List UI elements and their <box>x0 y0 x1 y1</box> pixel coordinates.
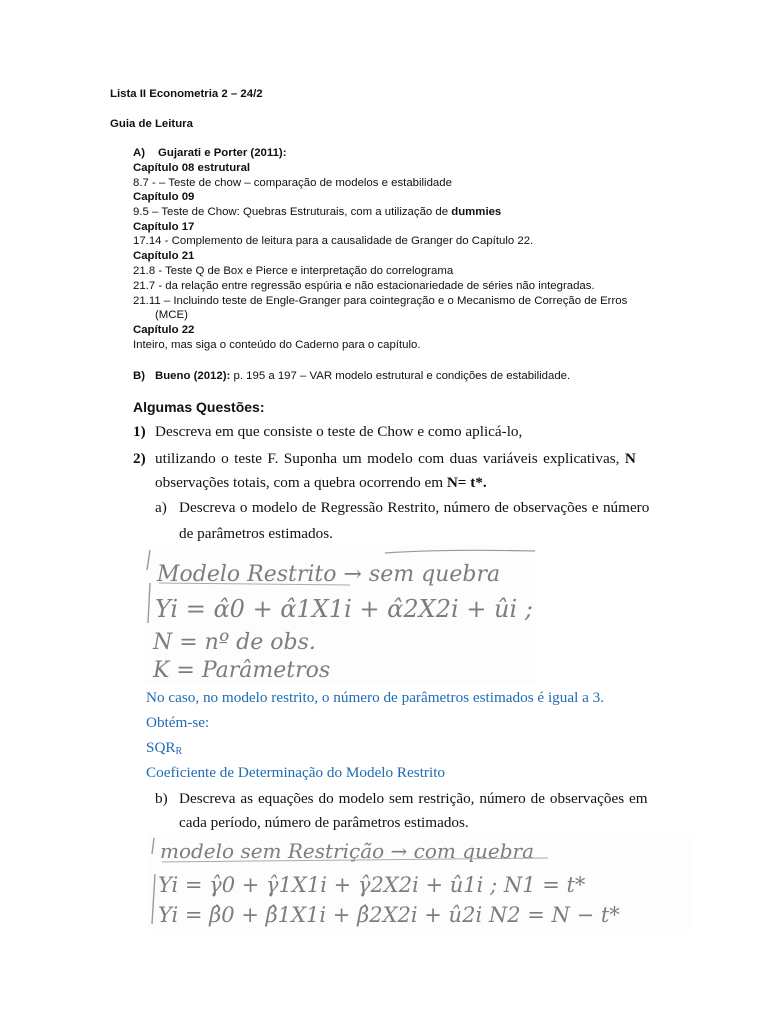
section-b-marker: B) <box>133 370 146 382</box>
question-1-number: 1) <box>133 423 146 440</box>
reading-item: 21.11 – Incluindo teste de Engle-Granger para cointegração e o Mecanismo de Correção de Erros <box>133 295 628 307</box>
chapter-heading: Capítulo 22 <box>133 324 195 336</box>
question-1-text: Descreva em que consiste o teste de Chow e como aplicá-lo, <box>155 423 523 440</box>
chapter-heading: Capítulo 09 <box>133 191 195 203</box>
sqr-text: SQR <box>146 739 176 756</box>
handwriting-line-2: Yi = γ̂0 + γ̂1X1i + γ̂2X2i + û1i ; N1 = t* <box>158 873 586 897</box>
chapter-heading: Capítulo 17 <box>133 221 195 233</box>
reading-item: 21.8 - Teste Q de Box e Pierce e interpretação do correlograma <box>133 265 454 277</box>
sqr-subscript: R <box>175 746 183 757</box>
handwritten-note-restricted <box>145 545 537 685</box>
answer-a-sqr <box>146 739 182 757</box>
question-2-text: observações totais, com a quebra ocorrendo em <box>155 474 447 491</box>
reading-item: 17.14 - Complemento de leitura para a causalidade de Granger do Capítulo 22. <box>133 235 534 247</box>
question-a-marker: a) <box>155 499 167 516</box>
reading-item <box>133 205 501 220</box>
section-b-line <box>155 369 570 384</box>
section-a-heading: Gujarati e Porter (2011): <box>158 147 287 159</box>
section-b-text: p. 195 a 197 – VAR modelo estrutural e condições de estabilidade. <box>230 370 571 382</box>
question-b-line-1: Descreva as equações do modelo sem restrição, número de observações em <box>179 790 648 807</box>
handwritten-note-unrestricted <box>148 834 694 930</box>
question-2-text: utilizando o teste F. Suponha um modelo com duas variáveis explicativas, <box>155 450 625 467</box>
question-2-line-1 <box>155 450 636 468</box>
answer-a-line-1: No caso, no modelo restrito, o número de parâmetros estimados é igual a 3. <box>146 689 605 706</box>
section-a-marker: A) <box>133 147 146 159</box>
handwriting-line-1: Modelo Restrito → sem quebra <box>157 562 501 587</box>
reading-item: Inteiro, mas siga o conteúdo do Caderno para o capítulo. <box>133 339 421 351</box>
answer-a-line-4: Coeficiente de Determinação do Modelo Restrito <box>146 764 446 781</box>
reading-item-bold: dummies <box>451 206 502 218</box>
question-2-line-2 <box>155 474 487 492</box>
question-a-line-1: Descreva o modelo de Regressão Restrito, número de observações e número <box>179 499 650 516</box>
question-2-bold: N <box>624 450 636 467</box>
question-b-marker: b) <box>155 790 168 807</box>
handwriting-line-1: modelo sem Restrição → com quebra <box>160 839 535 863</box>
questions-heading: Algumas Questões: <box>133 399 265 415</box>
reading-item: 21.7 - da relação entre regressão espúria e não estacionariedade de séries não integradas. <box>133 280 595 292</box>
handwriting-line-3: N = nº de obs. <box>153 630 316 655</box>
question-2-number: 2) <box>133 450 146 467</box>
reading-item: (MCE) <box>155 309 188 321</box>
chapter-heading: Capítulo 21 <box>133 250 195 262</box>
question-b-line-2: cada período, número de parâmetros estimados. <box>179 814 469 831</box>
reading-item: 8.7 - – Teste de chow – comparação de modelos e estabilidade <box>133 177 452 189</box>
chapter-heading: Capítulo 08 estrutural <box>133 162 251 174</box>
handwriting-line-2: Yi = α̂0 + α̂1X1i + α̂2X2i + ûi ; <box>155 595 533 623</box>
question-a-line-2: de parâmetros estimados. <box>179 525 333 542</box>
section-b-heading: Bueno (2012): <box>155 370 231 382</box>
question-2-bold: N= t*. <box>446 474 487 491</box>
document-subtitle: Guia de Leitura <box>110 118 193 130</box>
answer-a-line-2: Obtém-se: <box>146 714 210 731</box>
handwriting-line-4: K = Parâmetros <box>153 658 331 683</box>
reading-item-text: 9.5 – Teste de Chow: Quebras Estruturais, com a utilização de <box>133 206 452 218</box>
document-title: Lista II Econometria 2 – 24/2 <box>110 88 263 100</box>
handwriting-line-3: Yi = β̂0 + β̂1X1i + β̂2X2i + û2i N2 = N − t* <box>158 903 620 927</box>
